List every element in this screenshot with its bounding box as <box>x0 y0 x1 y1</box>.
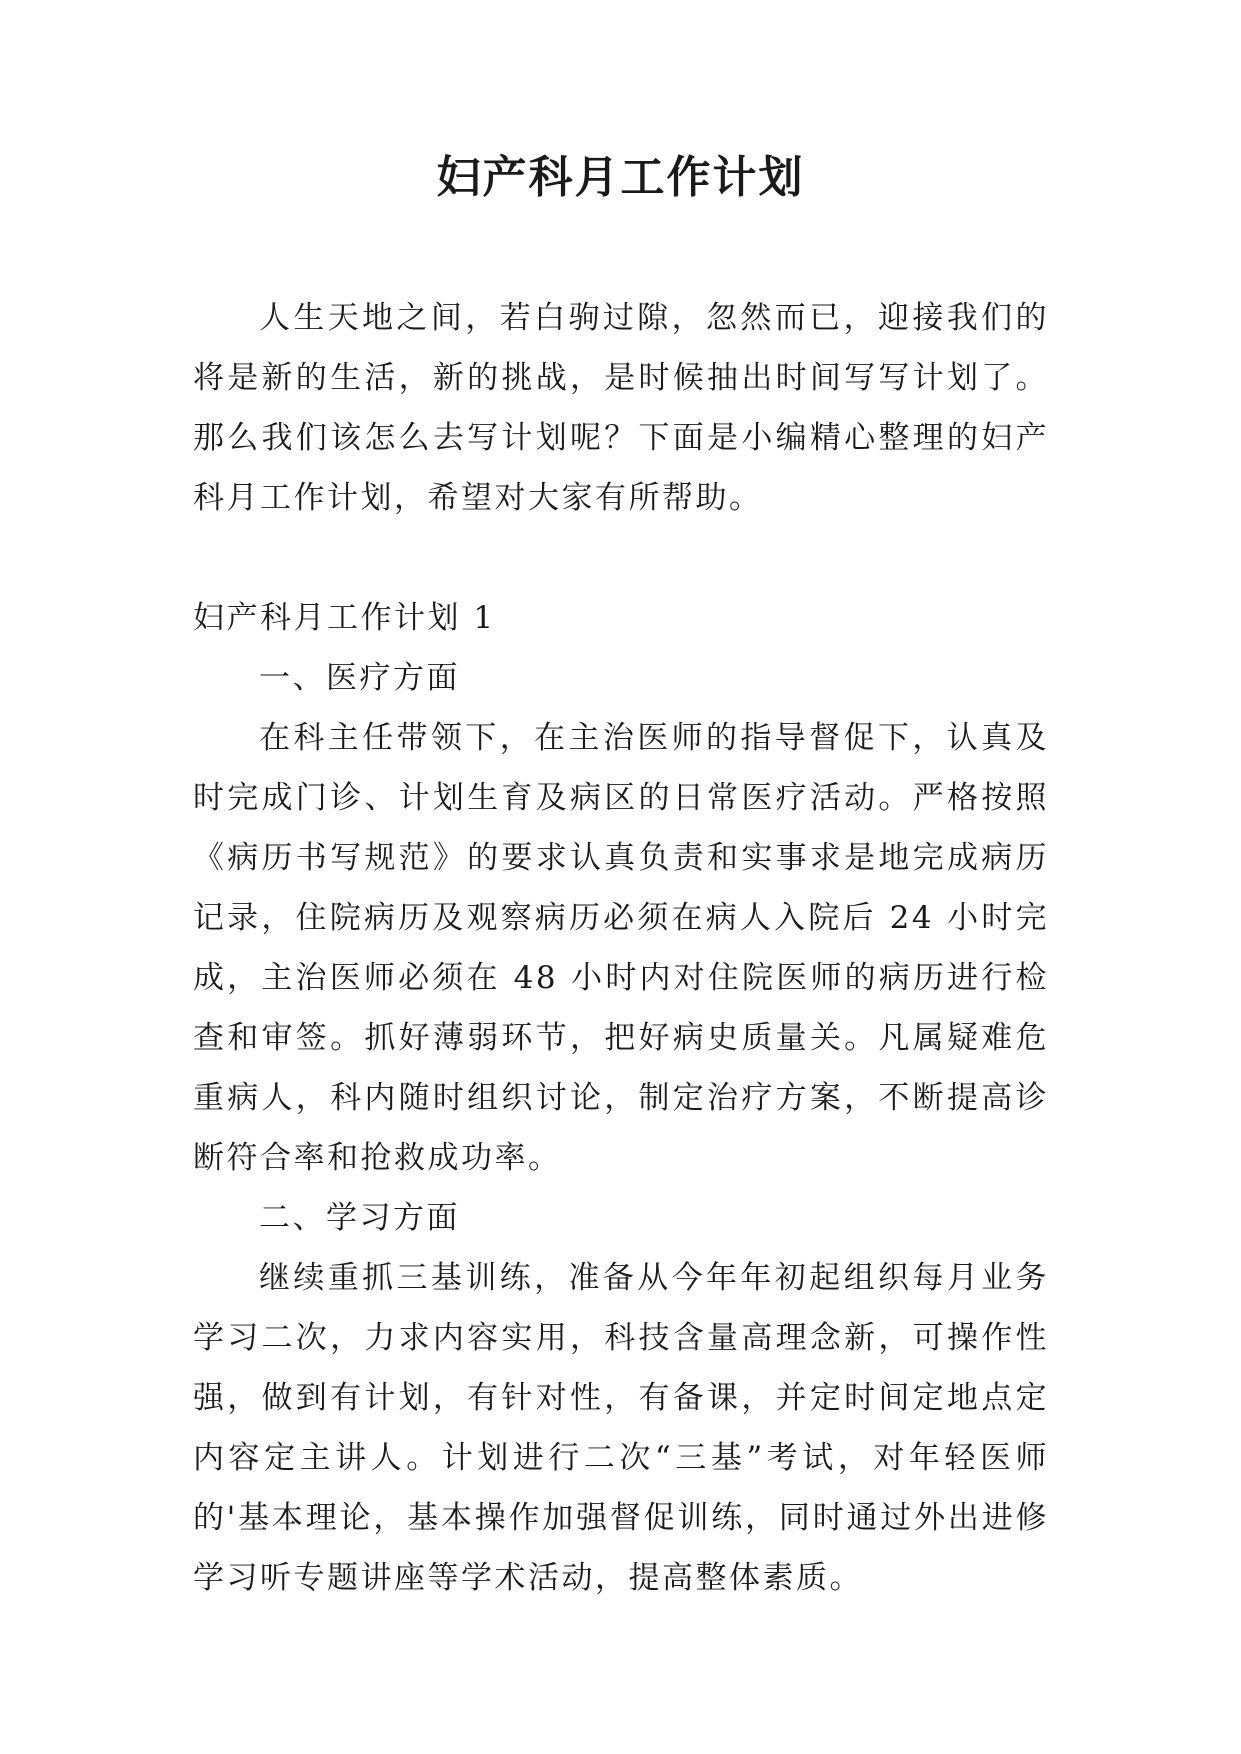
section-title: 妇产科月工作计划 1 <box>193 600 496 636</box>
section2-paragraph: 继续重抓三基训练，准备从今年年初起组织每月业务学习二次，力求内容实用，科技含量高理念新，可操作性强，做到有计划，有针对性，有备课，并定时间定地点定内容定主讲人。计划进行二次“三基”考试，对年轻医师的'基本理论，基本操作加强督促训练，同时通过外出进修学习听专题讲座等学术活动，提高整体素质。 <box>193 1260 1049 1596</box>
document-title: 妇产科月工作计划 <box>436 152 805 203</box>
section2-heading: 二、学习方面 <box>259 1200 460 1236</box>
section1-paragraph: 在科主任带领下，在主治医师的指导督促下，认真及时完成门诊、计划生育及病区的日常医疗活动。严格按照《病历书写规范》的要求认真负责和实事求是地完成病历记录，住院病历及观察病历必须在病人入院后 24 小时完成，主治医师必须在 48 小时内对住院医师的病历进行检查和审签。抓好薄弱环节，把好病史质量关。凡属疑难危重病人，科内随时组织讨论，制定治疗方案，不断提高诊断符合率和抢救成功率。 <box>193 720 1049 1176</box>
intro-paragraph: 人生天地之间，若白驹过隙，忽然而已，迎接我们的将是新的生活，新的挑战，是时候抽出时间写写计划了。那么我们该怎么去写计划呢？下面是小编精心整理的妇产科月工作计划，希望对大家有所帮助。 <box>193 300 1049 516</box>
section1-heading: 一、医疗方面 <box>259 660 460 696</box>
document-body <box>193 288 1049 1608</box>
